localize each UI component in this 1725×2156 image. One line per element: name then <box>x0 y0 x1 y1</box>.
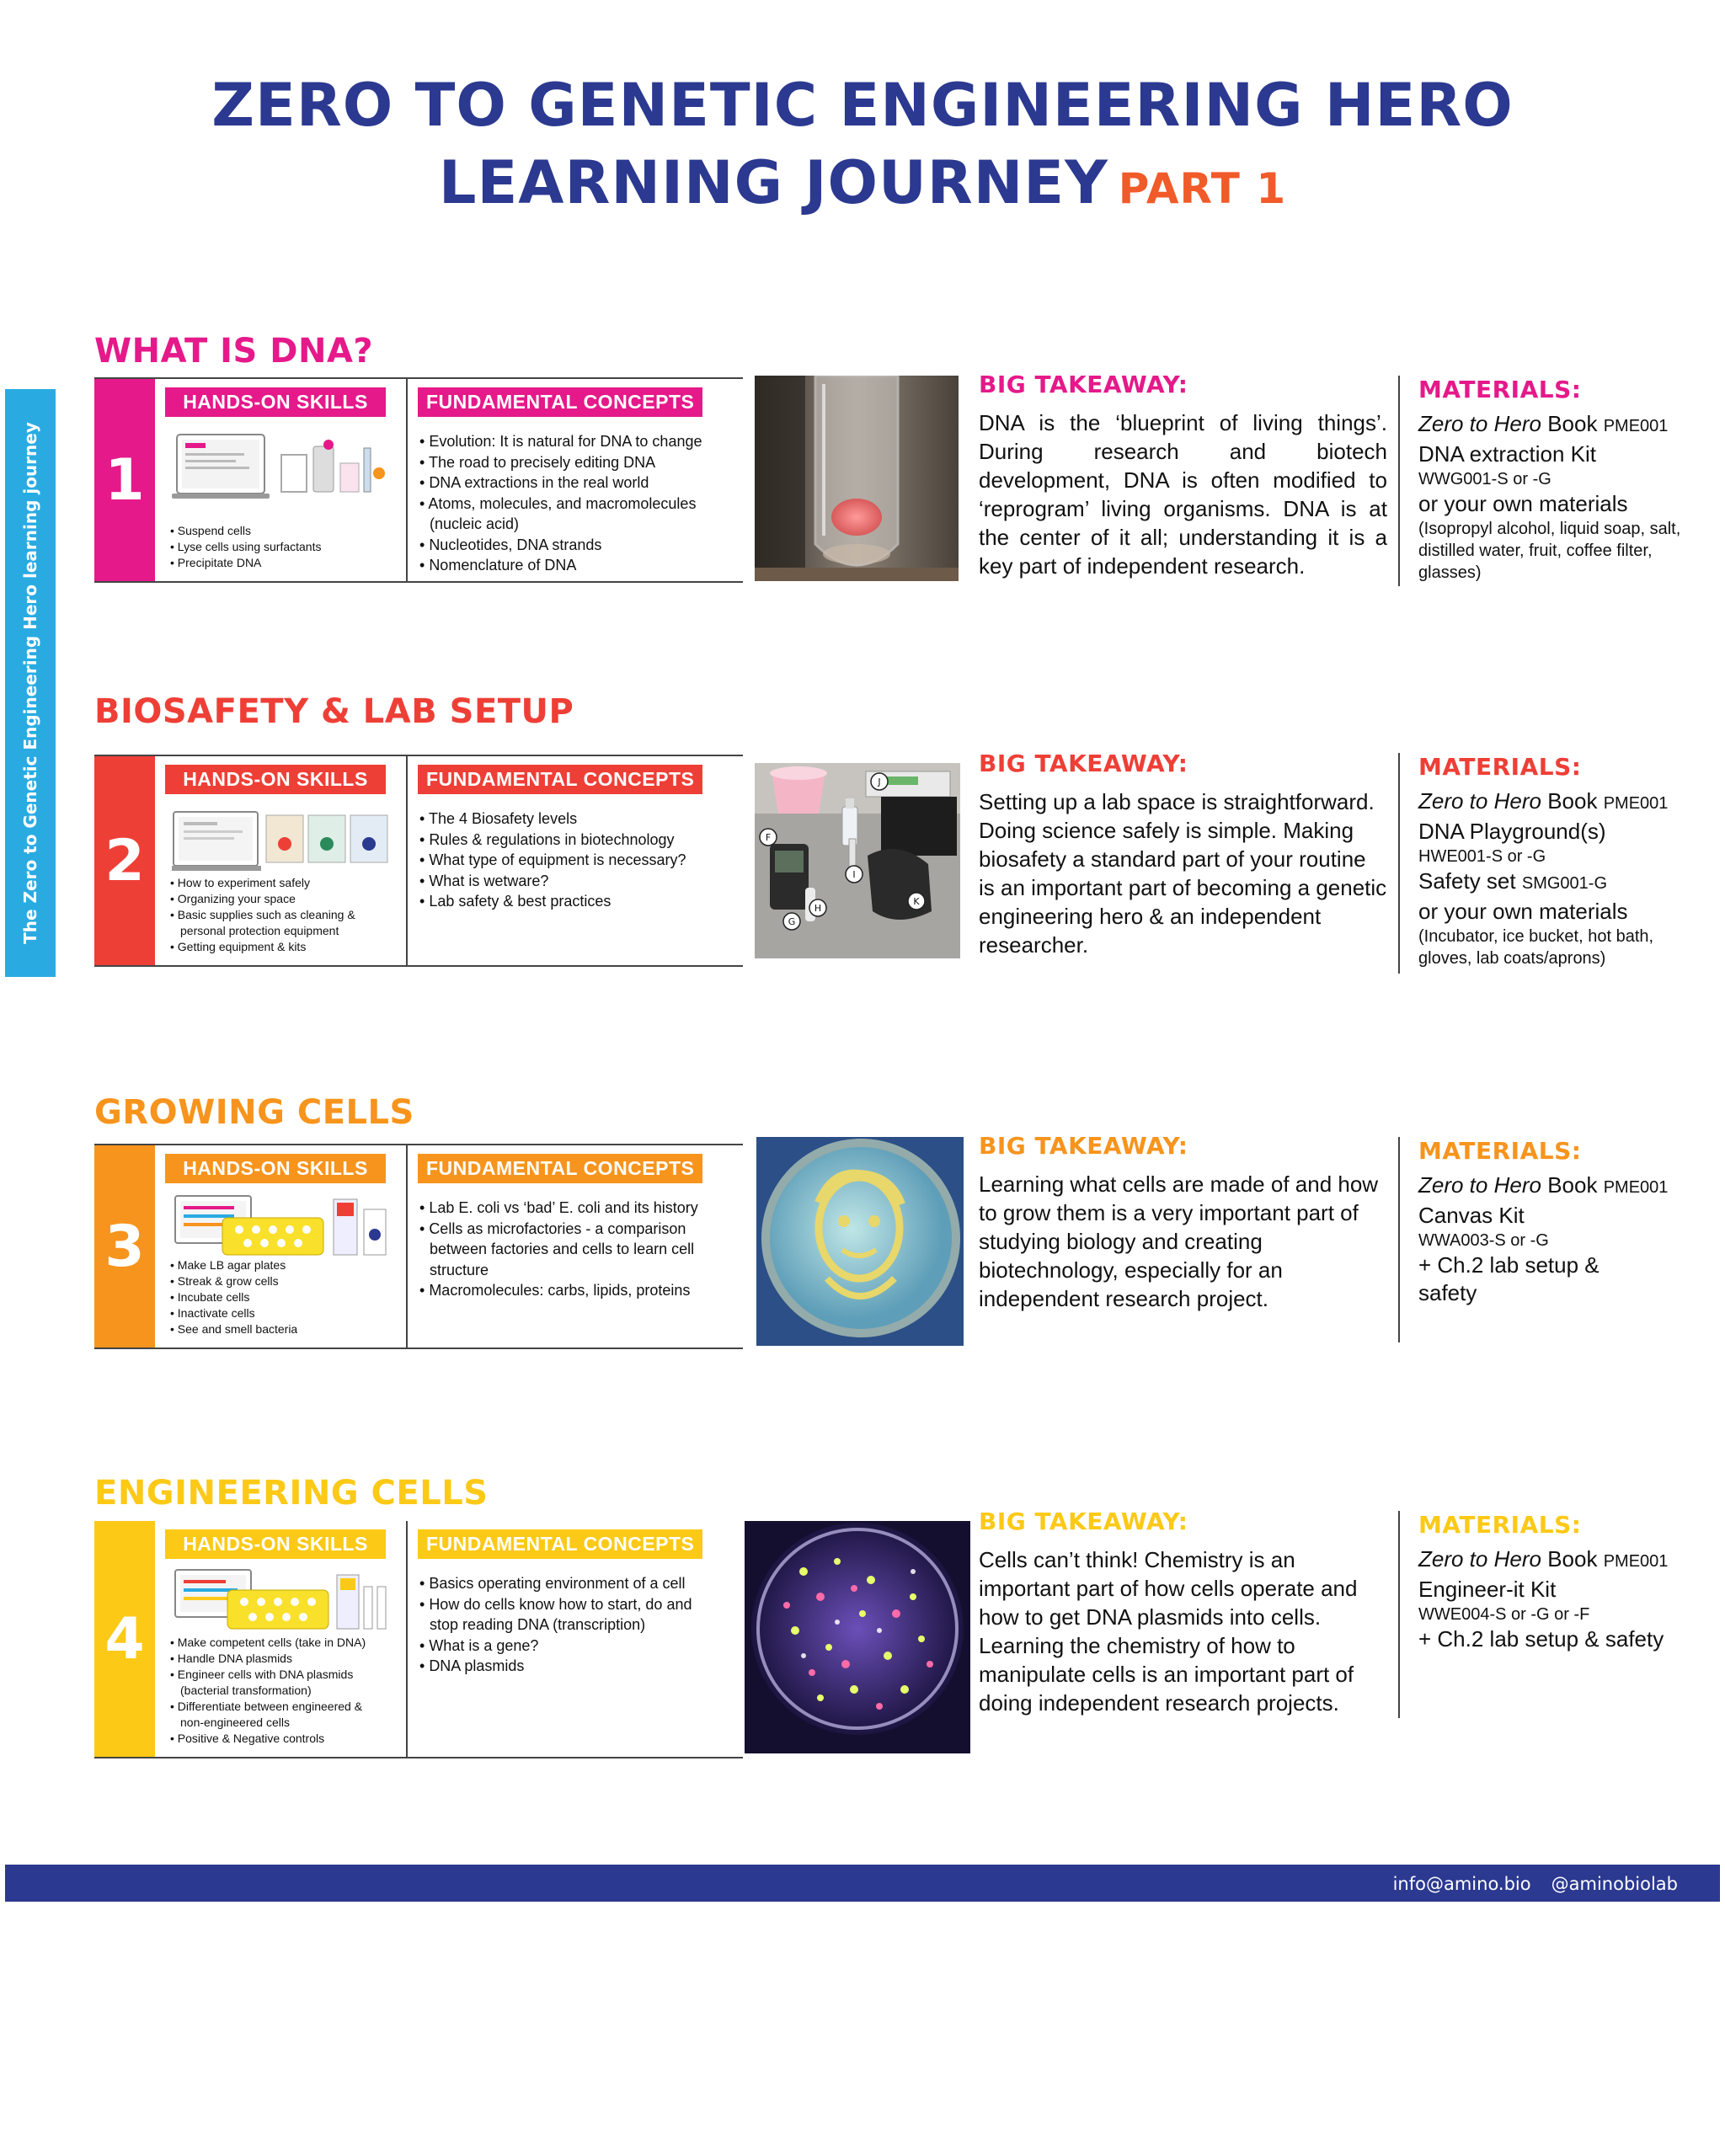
materials-note: (Isopropyl alcohol, liquid soap, salt, distilled water, fruit, coffee filter, glasses) <box>1418 520 1681 582</box>
skill-item: • Streak & grow cells <box>170 1273 297 1289</box>
skill-item: • See and smell bacteria <box>170 1321 297 1337</box>
skill-item: personal protection equipment <box>180 924 339 937</box>
section-4-materials <box>1398 1511 1701 1718</box>
materials-extra: + Ch.2 lab setup & safety <box>1418 1626 1664 1652</box>
materials-body <box>1418 1545 1701 1653</box>
concept-item: • DNA extractions in the real world <box>419 472 734 494</box>
lab-supplies-image <box>755 763 960 958</box>
concepts-tag: FUNDAMENTAL CONCEPTS <box>418 387 702 417</box>
book-word: Book <box>1547 411 1598 436</box>
takeaway-heading: BIG TAKEAWAY: <box>979 1132 1188 1160</box>
concept-item: • DNA plasmids <box>419 1656 734 1677</box>
test-tube-image <box>755 376 959 581</box>
section-3-photo <box>756 1137 964 1346</box>
section-3-title: GROWING CELLS <box>94 1093 414 1132</box>
section-4-concept-list <box>419 1573 734 1677</box>
photo-letter: G <box>788 916 796 927</box>
skills-tag: HANDS-ON SKILLS <box>165 1154 386 1183</box>
section-1-title: WHAT IS DNA? <box>94 332 374 371</box>
skill-item: • Organizing your space <box>170 891 355 907</box>
section-3-takeaway <box>979 1132 1387 1313</box>
page-title-part: PART 1 <box>1118 164 1287 213</box>
kit-name: DNA Playground(s) <box>1418 819 1606 844</box>
takeaway-text: Setting up a lab space is straightforward. Doing science safely is simple. Making biosafety a standard part of your routine is an important part of becoming a genetic engineering hero & an independent researcher. <box>979 789 1387 958</box>
section-3-skill-list <box>170 1257 297 1337</box>
skill-item: • Make competent cells (take in DNA) <box>170 1635 366 1651</box>
materials-body <box>1418 787 1701 969</box>
concept-item: • The 4 Biosafety levels <box>419 808 734 830</box>
concept-item: structure <box>430 1261 489 1278</box>
section-1-photo <box>755 376 959 581</box>
takeaway-heading: BIG TAKEAWAY: <box>979 750 1188 777</box>
kit-code: HWE001-S or -G <box>1418 847 1546 866</box>
skills-tag: HANDS-ON SKILLS <box>165 765 386 794</box>
section-3-concepts <box>408 1145 743 1348</box>
section-1-number: 1 <box>94 379 155 581</box>
book-code: PME001 <box>1603 417 1669 435</box>
petri-dish-portrait-image <box>756 1137 964 1346</box>
section-1-takeaway <box>979 371 1387 580</box>
safety-code: SMG001-G <box>1521 874 1608 893</box>
section-2-materials <box>1398 753 1701 974</box>
side-tab-label: The Zero to Genetic Engineering Hero learning journey <box>20 422 40 944</box>
section-3-concept-list <box>419 1198 734 1301</box>
section-4-photo <box>745 1521 970 1753</box>
section-3-card <box>94 1144 743 1349</box>
kit-name: Canvas Kit <box>1418 1203 1525 1228</box>
takeaway-text: DNA is the ‘blueprint of living things’. During research and biotech development, DNA is often modified to ‘reprogram’ living organisms. DNA is at the center of it all; understanding it is a key part of independent research. <box>979 410 1387 579</box>
skills-tag: HANDS-ON SKILLS <box>165 387 386 417</box>
materials-body <box>1418 410 1701 584</box>
kit-code: WWG001-S or -G <box>1418 470 1551 488</box>
skill-item: • Getting equipment & kits <box>170 939 355 955</box>
concept-item: • How do cells know how to start, do and <box>419 1594 734 1615</box>
footer-contact <box>1373 1874 1678 1894</box>
engineering-cells-illustration <box>172 1566 391 1634</box>
skill-item: • Basic supplies such as cleaning & <box>170 907 355 923</box>
skill-item: • Inactivate cells <box>170 1305 297 1321</box>
kit-code: WWA003-S or -G <box>1418 1231 1549 1250</box>
materials-heading: MATERIALS: <box>1418 1137 1582 1165</box>
section-4-card <box>94 1521 743 1758</box>
section-4-title: ENGINEERING CELLS <box>94 1474 489 1513</box>
section-4-skill-list <box>170 1635 366 1747</box>
materials-heading: MATERIALS: <box>1418 1511 1582 1539</box>
section-3-skills <box>155 1145 408 1348</box>
skill-item: • Lyse cells using surfactants <box>170 539 321 555</box>
section-2-takeaway <box>979 750 1387 959</box>
book-word: Book <box>1547 1546 1598 1572</box>
concept-item: (nucleic acid) <box>430 515 520 532</box>
skill-item: • Handle DNA plasmids <box>170 1651 366 1667</box>
materials-body <box>1418 1171 1701 1307</box>
concept-item: • What is wetware? <box>419 871 734 892</box>
concept-item: stop reading DNA (transcription) <box>430 1616 646 1633</box>
skill-item: • Positive & Negative controls <box>170 1731 366 1747</box>
page-title-journey: LEARNING JOURNEY <box>438 148 1108 217</box>
section-3-materials <box>1398 1137 1701 1342</box>
dna-extraction-illustration <box>172 431 391 515</box>
footer-bar <box>5 1865 1720 1902</box>
takeaway-text: Learning what cells are made of and how to grow them is a very important part of studying biology and creating biotechnology, especially for an independent research project. <box>979 1171 1379 1311</box>
section-1-skill-list <box>170 523 321 571</box>
materials-note: (Incubator, ice bucket, hot bath, gloves, lab coats/aprons) <box>1418 927 1654 968</box>
section-1-materials <box>1398 376 1701 586</box>
safety-set: Safety set <box>1418 868 1516 894</box>
section-1-concepts <box>408 379 743 581</box>
footer-email-link[interactable]: info@amino.bio <box>1392 1874 1531 1894</box>
kit-code: WWE004-S or -G or -F <box>1418 1605 1590 1624</box>
side-tab <box>5 389 56 977</box>
section-4-skills <box>155 1521 408 1757</box>
section-2-skills <box>155 756 408 965</box>
page-title-line2 <box>0 148 1725 217</box>
book-title: Zero to Hero <box>1418 1546 1541 1572</box>
concepts-tag: FUNDAMENTAL CONCEPTS <box>418 765 702 794</box>
concepts-tag: FUNDAMENTAL CONCEPTS <box>418 1529 702 1559</box>
skill-item: • Incubate cells <box>170 1289 297 1305</box>
page-title-line1: ZERO TO GENETIC ENGINEERING HERO <box>211 71 1514 140</box>
skill-item: non-engineered cells <box>180 1716 290 1729</box>
materials-extra: or your own materials <box>1418 491 1628 516</box>
skill-item: • Suspend cells <box>170 523 321 539</box>
book-title: Zero to Hero <box>1418 411 1541 436</box>
section-1-concept-list <box>419 431 734 576</box>
kit-name: Engineer-it Kit <box>1418 1577 1557 1602</box>
section-2-concept-list <box>419 808 734 912</box>
concept-item: • The road to precisely editing DNA <box>419 452 734 473</box>
growing-cells-illustration <box>172 1193 391 1260</box>
skill-item: • How to experiment safely <box>170 875 355 891</box>
concept-item: • Rules & regulations in biotechnology <box>419 830 734 851</box>
section-2-concepts <box>408 756 743 965</box>
section-2-title: BIOSAFETY & LAB SETUP <box>94 692 574 731</box>
concept-item: • Macromolecules: carbs, lipids, proteins <box>419 1280 734 1301</box>
skill-item: • Engineer cells with DNA plasmids <box>170 1667 366 1683</box>
section-4-takeaway <box>979 1508 1387 1717</box>
materials-extra: + Ch.2 lab setup & safety <box>1418 1252 1599 1305</box>
book-word: Book <box>1547 1172 1598 1198</box>
skill-item: • Make LB agar plates <box>170 1257 297 1273</box>
skills-tag: HANDS-ON SKILLS <box>165 1529 386 1559</box>
concept-item: • What type of equipment is necessary? <box>419 850 734 871</box>
book-code: PME001 <box>1603 1178 1669 1197</box>
concept-item: • Lab E. coli vs ‘bad’ E. coli and its history <box>419 1198 734 1219</box>
takeaway-heading: BIG TAKEAWAY: <box>979 371 1188 398</box>
kit-name: DNA extraction Kit <box>1418 441 1596 467</box>
section-2-photo <box>755 763 960 958</box>
skill-item: • Differentiate between engineered & <box>170 1699 366 1715</box>
book-title: Zero to Hero <box>1418 1172 1541 1198</box>
section-4-concepts <box>408 1521 743 1757</box>
book-word: Book <box>1547 788 1598 814</box>
concept-item: • Basics operating environment of a cell <box>419 1573 734 1594</box>
concept-item: • Lab safety & best practices <box>419 891 734 912</box>
concept-item: • Nomenclature of DNA <box>419 555 734 576</box>
section-2-skill-list <box>170 875 355 955</box>
photo-letter: H <box>814 903 822 914</box>
concept-item: • Evolution: It is natural for DNA to change <box>419 431 734 452</box>
section-4-number: 4 <box>94 1521 155 1757</box>
skill-item: (bacterial transformation) <box>180 1684 312 1697</box>
book-code: PME001 <box>1603 794 1669 813</box>
photo-letter: J <box>878 776 881 787</box>
book-code: PME001 <box>1603 1552 1669 1571</box>
book-title: Zero to Hero <box>1418 788 1541 814</box>
photo-letter: K <box>913 896 920 907</box>
materials-heading: MATERIALS: <box>1418 753 1582 781</box>
section-2-number: 2 <box>94 756 155 965</box>
materials-extra: or your own materials <box>1418 899 1628 924</box>
section-1-skills <box>155 379 408 581</box>
skill-item: • Precipitate DNA <box>170 555 321 571</box>
fluorescent-colonies-image <box>745 1521 970 1753</box>
takeaway-text: Cells can’t think! Chemistry is an important part of how cells operate and how to get DNA plasmids into cells. Learning the chemistry of how to manipulate cells is an important part of doing independent research projects. <box>979 1547 1358 1716</box>
concept-item: between factories and cells to learn cell <box>430 1241 695 1257</box>
concept-item: • Nucleotides, DNA strands <box>419 535 734 556</box>
takeaway-heading: BIG TAKEAWAY: <box>979 1508 1188 1535</box>
photo-letter: F <box>765 832 772 843</box>
photo-letter: I <box>852 869 856 880</box>
section-3-number: 3 <box>94 1145 155 1348</box>
concept-item: • Cells as microfactories - a comparison <box>419 1219 734 1240</box>
footer-social-link[interactable]: @aminobiolab <box>1551 1874 1678 1894</box>
concept-item: • What is a gene? <box>419 1636 734 1657</box>
concepts-tag: FUNDAMENTAL CONCEPTS <box>418 1154 702 1183</box>
materials-heading: MATERIALS: <box>1418 376 1582 403</box>
concept-item: • Atoms, molecules, and macromolecules <box>419 494 734 515</box>
section-2-card <box>94 755 743 967</box>
section-1-card <box>94 377 743 583</box>
